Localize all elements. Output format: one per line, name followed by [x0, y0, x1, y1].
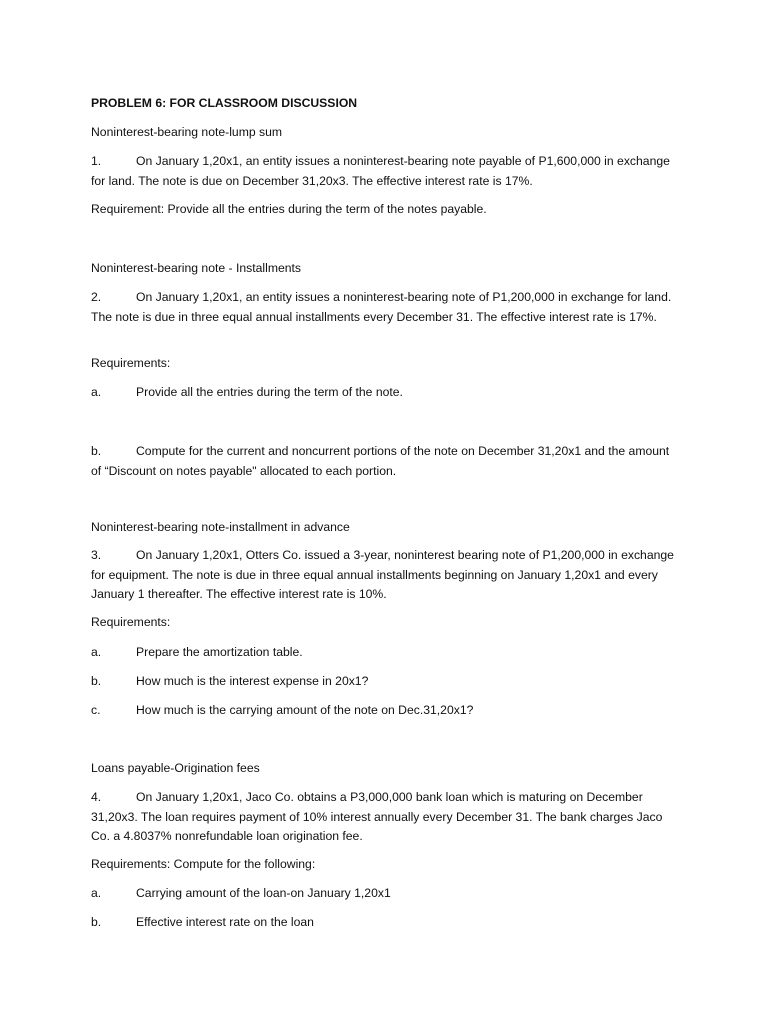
- problem-3-heading: Noninterest-bearing note-installment in advance: [91, 520, 350, 534]
- problem-4-item-b-letter: b.: [91, 915, 102, 929]
- problem-2-item-a: [91, 383, 681, 403]
- problem-4-text: On January 1,20x1, Jaco Co. obtains a P3,000,000 bank loan which is maturing on December 31,20x3. The loan requires payment of 10% interest annually every December 31. The bank charges Jaco Co. a 4.8037% nonrefundable loan origination fee.: [91, 790, 663, 843]
- problem-2-text: On January 1,20x1, an entity issues a noninterest-bearing note of P1,200,000 in exchange for land. The note is due in three equal annual installments every December 31. The effective interest rate is 17%.: [91, 290, 672, 324]
- problem-4-item-a-text: Carrying amount of the loan-on January 1,20x1: [136, 886, 391, 900]
- problem-1-number: 1.: [91, 154, 102, 168]
- problem-3-item-b-text: How much is the interest expense in 20x1?: [136, 674, 369, 688]
- problem-4-number: 4.: [91, 790, 102, 804]
- problem-3-item-a-letter: a.: [91, 645, 102, 659]
- problem-2-item-b-text: Compute for the current and noncurrent portions of the note on December 31,20x1 and the amount of “Discount on notes payable" allocated to each portion.: [91, 444, 670, 478]
- problem-3-item-c-letter: c.: [91, 703, 101, 717]
- problem-2-requirements-label: Requirements:: [91, 356, 171, 370]
- problem-4-heading: Loans payable-Origination fees: [91, 761, 260, 775]
- problem-4-item-b: [91, 913, 681, 933]
- problem-3-body: [91, 546, 681, 605]
- problem-3-item-b: [91, 672, 681, 692]
- problem-4-item-a: [91, 884, 681, 904]
- problem-4-item-a-letter: a.: [91, 886, 102, 900]
- problem-3-item-a: [91, 643, 681, 663]
- problem-2-item-b-letter: b.: [91, 444, 102, 458]
- problem-3-item-c-text: How much is the carrying amount of the note on Dec.31,20x1?: [136, 703, 474, 717]
- problem-3-item-c: [91, 701, 681, 721]
- problem-3-text: On January 1,20x1, Otters Co. issued a 3-year, noninterest bearing note of P1,200,000 in exchange for equipment. The note is due in three equal annual installments beginning on January 1,20x1 and every January 1 thereafter. The effective interest rate is 10%.: [91, 548, 674, 601]
- problem-4-requirements-label: Requirements: Compute for the following:: [91, 857, 316, 871]
- problem-4-body: [91, 788, 681, 847]
- problem-2-heading: Noninterest-bearing note - Installments: [91, 261, 302, 275]
- problem-2-item-b: [91, 442, 681, 481]
- problem-4-item-b-text: Effective interest rate on the loan: [136, 915, 314, 929]
- problem-1-heading: Noninterest-bearing note-lump sum: [91, 125, 283, 139]
- problem-1-requirement: Requirement: Provide all the entries during the term of the notes payable.: [91, 202, 487, 216]
- problem-1-text: On January 1,20x1, an entity issues a noninterest-bearing note payable of P1,600,000 in exchange for land. The note is due on December 31,20x3. The effective interest rate is 17%.: [91, 154, 670, 188]
- problem-2-body: [91, 288, 681, 327]
- problem-2-item-a-letter: a.: [91, 385, 102, 399]
- problem-1-body: [91, 152, 681, 191]
- problem-2-number: 2.: [91, 290, 102, 304]
- page-title: PROBLEM 6: FOR CLASSROOM DISCUSSION: [91, 96, 358, 110]
- problem-2-item-a-text: Provide all the entries during the term of the note.: [136, 385, 403, 399]
- problem-3-item-a-text: Prepare the amortization table.: [136, 645, 303, 659]
- problem-3-item-b-letter: b.: [91, 674, 102, 688]
- problem-3-requirements-label: Requirements:: [91, 615, 171, 629]
- problem-3-number: 3.: [91, 548, 102, 562]
